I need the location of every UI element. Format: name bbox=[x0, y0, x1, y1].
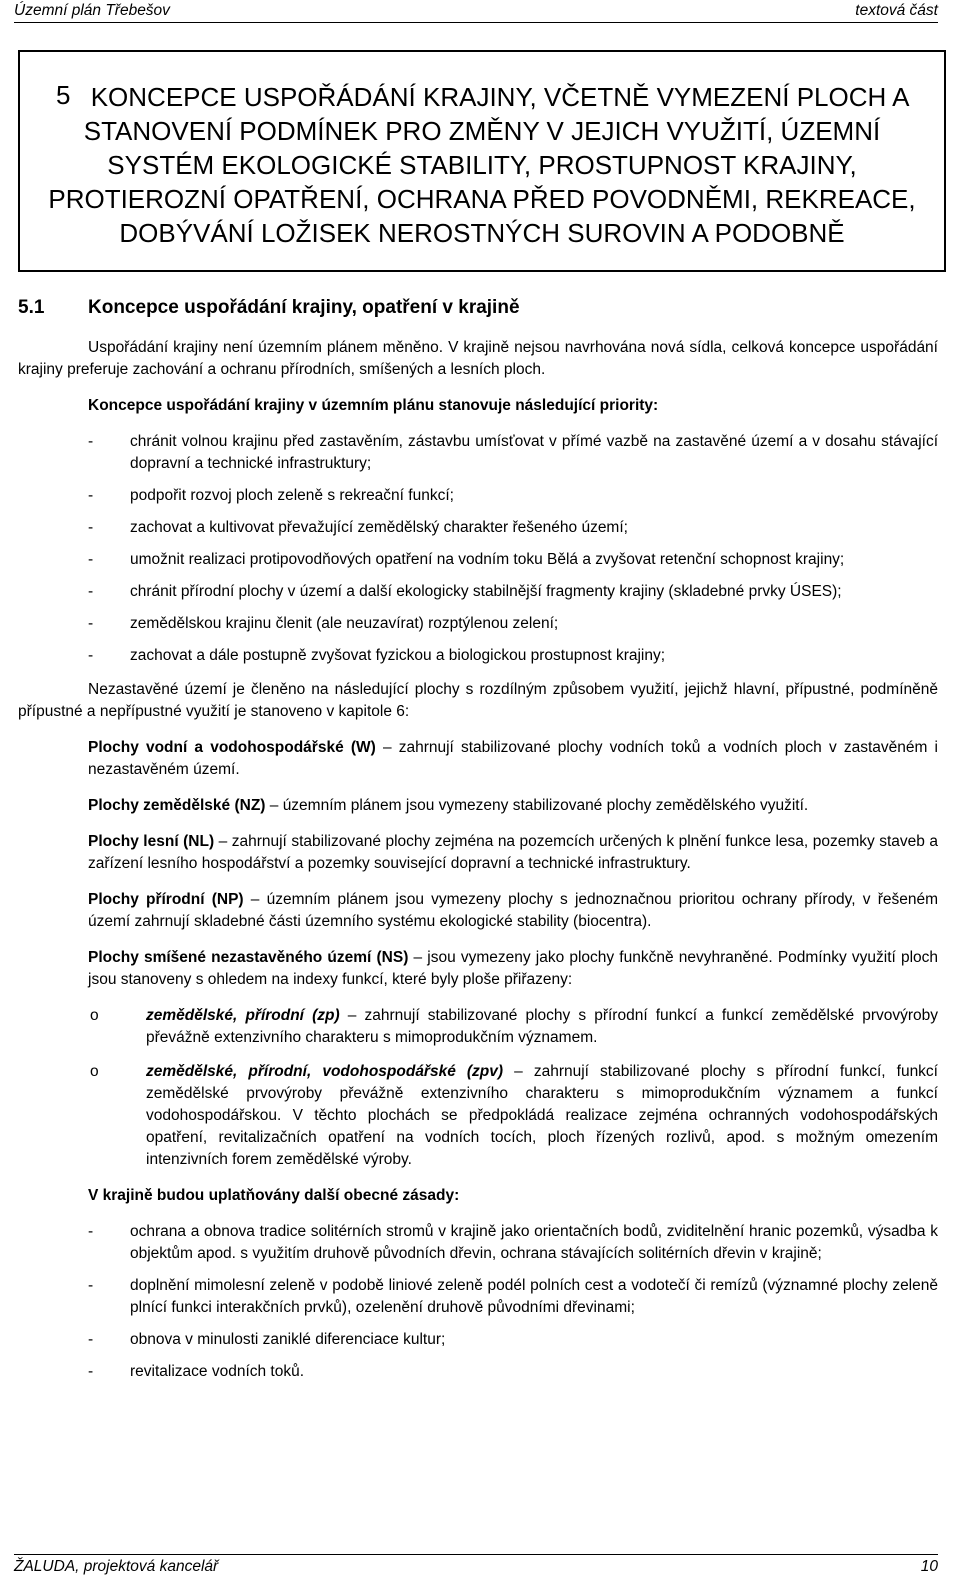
page-number: 10 bbox=[920, 1558, 938, 1575]
principles-list bbox=[18, 1221, 938, 1383]
priorities-list bbox=[18, 431, 938, 667]
chapter-heading-box bbox=[18, 50, 946, 272]
division-paragraph: Nezastavěné území je členěno na následující plochy s rozdílným způsobem využití, jejichž hlavní, přípustné, podmíněně přípustné a nepřípustné využití je stanoveno v kapitole 6: bbox=[18, 681, 938, 720]
list-item: o zemědělské, přírodní, vodohospodářské (zpv) – zahrnují stabilizované plochy s přírodní funkcí, funkcí zemědělské prvovýroby převážně extenzivního charakteru s mimoprodukčním významem a funkcí vodohospodářskou. V těchto plochách se předpokládá realizace zejména ochranných vodohospodářských opatření, revitalizačních opatření na vodních tocích, ploch řízených rozlivů, apod. s možným omezením intenzivních forem zemědělské výroby. bbox=[90, 1063, 938, 1168]
section-title: Koncepce uspořádání krajiny, opatření v krajině bbox=[88, 297, 520, 318]
list-item: - chránit přírodní plochy v území a další ekologicky stabilnější fragmenty krajiny (skladebné prvky ÚSES); bbox=[88, 583, 842, 600]
sub-area-list bbox=[18, 1005, 938, 1171]
list-item: - podpořit rozvoj ploch zeleně s rekreační funkcí; bbox=[88, 487, 454, 504]
list-item: - zemědělskou krajinu členit (ale neuzavírat) rozptýlenou zelení; bbox=[88, 615, 559, 632]
list-item: - zachovat a kultivovat převažující zemědělský charakter řešeného území; bbox=[88, 519, 628, 536]
list-item: - ochrana a obnova tradice solitérních stromů v krajině jako orientačních bodů, zviditelnění hranic pozemků, výsadba k objektům apod. s využitím druhově původních dřevin, ochrana stávajících solitérních dřevin v krajině; bbox=[88, 1223, 938, 1262]
page-footer bbox=[14, 1554, 938, 1579]
page-header bbox=[14, 0, 938, 23]
section-body bbox=[18, 337, 938, 1395]
principles-heading: V krajině budou uplatňovány další obecné zásady: bbox=[88, 1187, 460, 1204]
list-item: - umožnit realizaci protipovodňových opatření na vodním toku Bělá a zvyšovat retenční schopnost krajiny; bbox=[88, 551, 845, 568]
list-item: - zachovat a dále postupně zvyšovat fyzickou a biologickou prostupnost krajiny; bbox=[88, 647, 666, 664]
list-item: - chránit volnou krajinu před zastavěním, zástavbu umísťovat v přímé vazbě na zastavěné území a v dosahu stávající dopravní a technické infrastruktury; bbox=[88, 433, 938, 472]
footer-company: ŽALUDA, projektová kancelář bbox=[14, 1558, 219, 1575]
area-definition: Plochy vodní a vodohospodářské (W) – zahrnují stabilizované plochy vodních toků a vodních ploch v zastavěném i nezastavěném území. bbox=[88, 739, 938, 778]
chapter-title: KONCEPCE USPOŘÁDÁNÍ KRAJINY, VČETNĚ VYMEZENÍ PLOCH A STANOVENÍ PODMÍNEK PRO ZMĚNY V JEJICH VYUŽITÍ, ÚZEMNÍ SYSTÉM EKOLOGICKÉ STABILITY, PROSTUPNOST KRAJINY, PROTIEROZNÍ OPATŘENÍ, OCHRANA PŘED POVODNĚMI, REKREACE, DOBÝVÁNÍ LOŽISEK NEROSTNÝCH SUROVIN A PODOBNĚ bbox=[48, 82, 916, 248]
list-item: - revitalizace vodních toků. bbox=[88, 1363, 305, 1380]
area-definition: Plochy zemědělské (NZ) – územním plánem jsou vymezeny stabilizované plochy zemědělského využití. bbox=[88, 797, 809, 814]
area-definition: Plochy smíšené nezastavěného území (NS) – jsou vymezeny jako plochy funkčně nevyhraněné. Podmínky využití ploch jsou stanoveny s ohledem na indexy funkcí, které byly ploše přiřazeny: bbox=[88, 949, 939, 988]
list-item: - doplnění mimolesní zeleně v podobě liniové zeleně podél polních cest a vodotečí či remízů (významné plochy zeleně plnící funkci interakčních prvků), ozelenění druhově původními dřevinami; bbox=[88, 1277, 938, 1316]
section-number: 5.1 bbox=[18, 297, 45, 318]
header-document-title: Územní plán Třebešov bbox=[14, 2, 170, 19]
area-definition: Plochy lesní (NL) – zahrnují stabilizované plochy zejména na pozemcích určených k plnění funkce lesa, pozemky staveb a zařízení lesního hospodářství a pozemky související dopravní a technické infrastruktury. bbox=[88, 833, 938, 872]
header-section-label: textová část bbox=[855, 2, 938, 19]
list-item: o zemědělské, přírodní (zp) – zahrnují stabilizované plochy s přírodní funkcí a funkcí zemědělské prvovýroby převážně extenzivního charakteru s mimoprodukčním významem. bbox=[90, 1007, 938, 1046]
priorities-heading: Koncepce uspořádání krajiny v územním plánu stanovuje následující priority: bbox=[88, 397, 659, 414]
area-definition: Plochy přírodní (NP) – územním plánem jsou vymezeny plochy s jednoznačnou prioritou ochrany přírody, v řešeném území zahrnují skladebné části územního systému ekologické stability (biocentra). bbox=[88, 891, 938, 930]
section-heading bbox=[18, 297, 520, 319]
chapter-number: 5 bbox=[56, 80, 71, 110]
list-item: - obnova v minulosti zaniklé diferenciace kultur; bbox=[88, 1331, 446, 1348]
intro-paragraph: Uspořádání krajiny není územním plánem měněno. V krajině nejsou navrhována nová sídla, celková koncepce uspořádání krajiny preferuje zachování a ochranu přírodních, smíšených a lesních ploch. bbox=[18, 339, 938, 378]
